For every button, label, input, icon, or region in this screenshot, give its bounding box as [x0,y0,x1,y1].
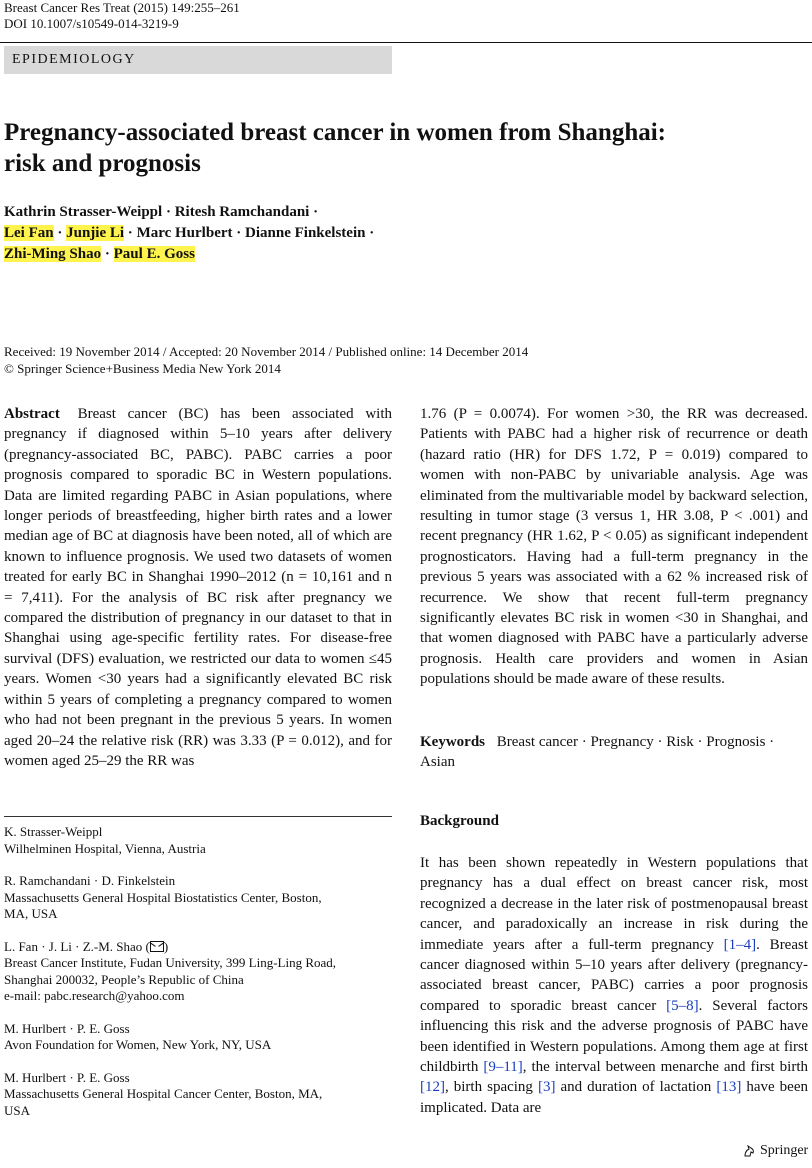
author[interactable]: Dianne Finkelstein [245,225,366,241]
affiliation-rule [4,816,392,817]
author-highlighted[interactable]: Lei Fan [4,225,54,241]
article-title [4,117,794,179]
affiliation: K. Strasser-Weippl Wilhelminen Hospital, Vienna, Austria [4,824,206,856]
author[interactable]: Kathrin Strasser-Weippl [4,204,163,220]
envelope-icon[interactable] [150,941,164,952]
affiliation: L. Fan · J. Li · Z.-M. Shao ( ) Breast Cancer Institute, Fudan University, 399 Ling-Ling Road, Shanghai 200032, People’s Republic of China e-mail: pabc.research@yahoo.com [4,938,337,1003]
springer-horse-icon [742,1144,756,1158]
title-line-2: risk and prognosis [4,150,201,177]
citation-link[interactable]: [1–4] [723,936,757,953]
background-text: It has been shown repeatedly in Western populations that pregnancy has a dual effect on breast cancer risk, most recognized a decrease in the later risk of postmenopausal breast cancer, and paradoxically an increase in risk during the immediate years after a full-term pregnancy [1–4]. Breast cancer diagnosed within 5–10 years after delivery (pregnancy-associated breast cancer, PABC) carries a poor prognosis compared to sporadic breast cancer [5–8]. Several factors influencing this risk and the adverse prognosis of PABC have been identified in Western populations. Among them age at first childbirth [9–11], the interval between menarche and first birth [12], birth spacing [3] and duration of lactation [13] have been implicated. Data are [420,855,809,1116]
section-label: EPIDEMIOLOGY [4,46,392,74]
author[interactable]: Marc Hurlbert [136,225,233,241]
citation-link[interactable]: [9–11] [483,1059,523,1076]
publisher-name: Springer [760,1143,809,1158]
header-rule [0,42,812,43]
citation-link[interactable]: [3] [537,1079,556,1096]
author-highlighted[interactable]: Paul E. Goss [113,246,195,262]
affiliations [4,824,392,1135]
doi: DOI 10.1007/s10549-014-3219-9 [4,16,179,31]
affiliation: R. Ramchandani · D. Finkelstein Massachusetts General Hospital Biostatistics Center, Boston, MA, USA [4,873,322,921]
abstract-left [4,404,392,771]
keywords-label: Keywords [420,734,485,750]
abstract-label: Abstract [4,406,60,422]
author-highlighted[interactable]: Junjie Li [66,225,125,241]
dates-line: Received: 19 November 2014 / Accepted: 20 November 2014 / Published online: 14 December 2014 [4,344,529,359]
journal-citation: Breast Cancer Res Treat (2015) 149:255–261 [4,0,240,15]
citation-link[interactable]: [12] [420,1079,445,1096]
abstract-text-left: Breast cancer (BC) has been associated with pregnancy if diagnosed within 5–10 years after delivery (pregnancy-associated BC, PABC). PABC carries a poor prognosis compared to sporadic BC in Western populations. Data are limited regarding PABC in Asian populations, where longer periods of breastfeeding, higher birth rates and a lower median age of BC at diagnosis have been noted, all of which are known to influence prognosis. We used two datasets of women treated for early BC in Shanghai 1990–2012 (n = 10,161 and n = 7,411). For the analysis of BC risk after pregnancy we compared the distribution of pregnancy in our dataset to that in Shanghai using age-specific fertility rates. For disease-free survival (DFS) evaluation, we restricted our data to women ≤45 years. Women <30 years had a significantly elevated BC risk within 5 years of completing a pregnancy compared to women who had not been pregnant in the previous 5 years. In women aged 20–24 the relative risk (RR) was 3.33 (P = 0.012), and for women aged 25–29 the RR was [4,406,392,769]
background-heading: Background [420,813,499,829]
author-highlighted[interactable]: Zhi-Ming Shao [4,246,102,262]
email[interactable]: e-mail: pabc.research@yahoo.com [4,988,185,1003]
publisher-logo [742,1143,808,1159]
affiliation: M. Hurlbert · P. E. Goss Massachusetts General Hospital Cancer Center, Boston, MA, USA [4,1069,323,1118]
title-line-1: Pregnancy-associated breast cancer in women from Shanghai: [4,119,667,146]
citation-link[interactable]: [13] [716,1079,742,1096]
affiliation: M. Hurlbert · P. E. Goss Avon Foundation for Women, New York, NY, USA [4,1020,272,1052]
author-list: Kathrin Strasser-Weippl · Ritesh Ramchandani · Lei Fan · Junjie Li · Marc Hurlbert · Dianne Finkelstein · Zhi-Ming Shao · Paul E. Goss [4,204,375,262]
citation-link[interactable]: [5–8] [666,997,699,1014]
keywords [420,732,808,773]
publication-dates [4,343,528,377]
keywords-text: Breast cancer · Pregnancy · Risk · Prognosis · Asian [420,734,775,771]
author[interactable]: Ritesh Ramchandani [174,204,310,220]
abstract-right: 1.76 (P = 0.0074). For women >30, the RR was decreased. Patients with PABC had a higher risk of recurrence or death (hazard ratio (HR) for DFS 1.72, P = 0.019) compared to women with non-PABC by univariable analysis. Age was eliminated from the multivariable model by backward selection, resulting in tumor stage (3 versus 1, HR 3.08, P < .001) and recent pregnancy (HR 1.62, P < 0.05) as significant independent prognosticators. Having had a full-term pregnancy in the previous 5 years was associated with a 62 % increased risk of recurrence. We show that recent full-term pregnancy significantly elevates BC risk in women <30 in Shanghai, and that women diagnosed with PABC have a particularly adverse prognosis. Health care providers and women in Asian populations should be made aware of these results. [420,406,808,688]
copyright: © Springer Science+Business Media New York 2014 [4,361,281,376]
